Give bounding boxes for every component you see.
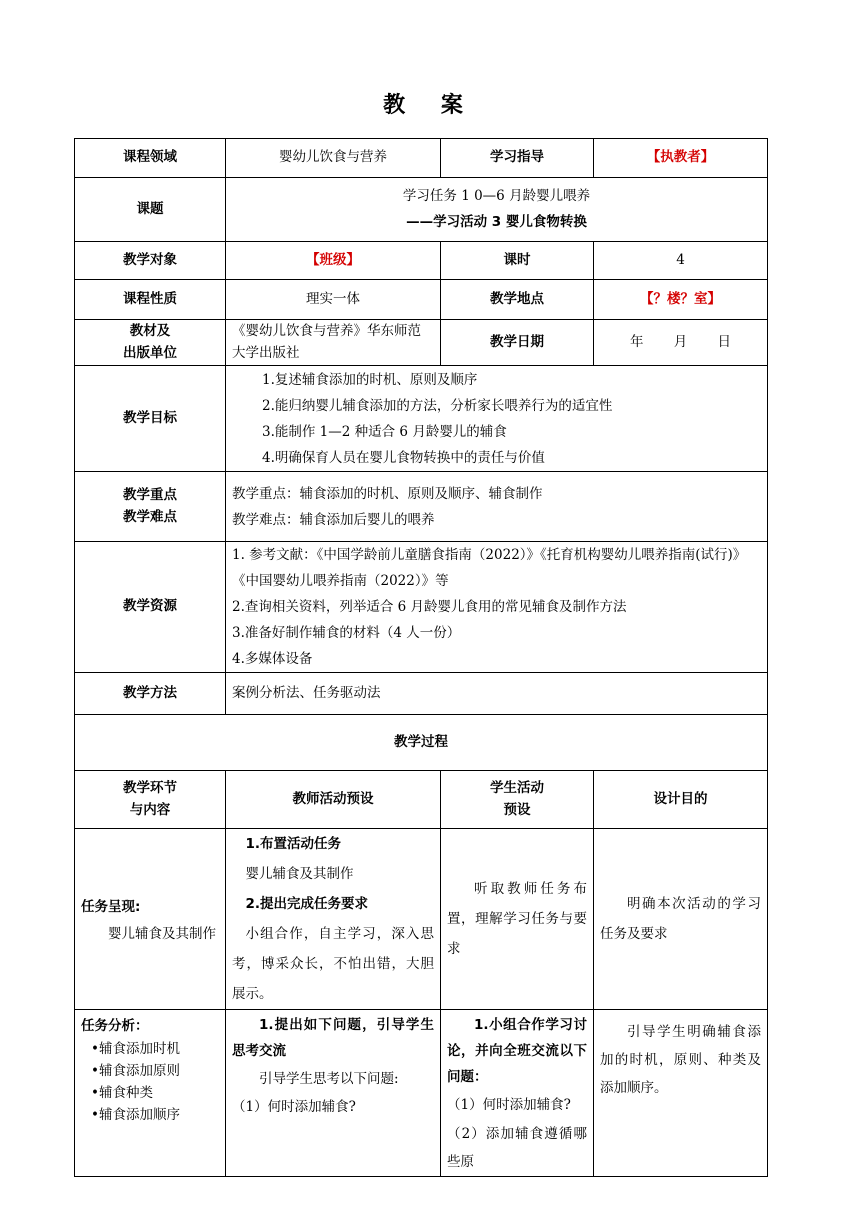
purpose-cell: [594, 829, 768, 1010]
teacher-cell: [226, 1010, 441, 1177]
row-methods: [75, 673, 768, 715]
guide-label: 学习指导: [441, 139, 594, 178]
nature-value: 理实一体: [226, 280, 441, 320]
row-nature: [75, 280, 768, 320]
stage-title: 任务呈现:: [81, 899, 141, 915]
stage-item: •辅食种类: [91, 1085, 153, 1101]
key-point-text: 教学重点：辅食添加的时机、原则及顺序、辅食制作: [232, 485, 543, 502]
stage-cell: [75, 829, 226, 1010]
methods-value: 案例分析法、任务驱动法: [226, 673, 768, 715]
header-student: [441, 771, 594, 829]
row-resources: [75, 542, 768, 673]
resources-label: 教学资源: [75, 542, 226, 673]
stage-title: 任务分析：: [81, 1018, 149, 1034]
teacher-text: （1）何时添加辅食?: [232, 1099, 356, 1115]
row-topic: [75, 178, 768, 242]
teacher-text: 引导学生思考以下问题:: [259, 1071, 399, 1087]
goal-item: 3.能制作 1—2 种适合 6 月龄婴儿的辅食: [262, 423, 507, 440]
row-textbook: [75, 320, 768, 366]
key-points-label: [75, 472, 226, 542]
header-student-line-2: 预设: [503, 801, 531, 818]
place-value: 【？楼？室】: [594, 280, 768, 320]
teacher-text: 婴儿辅食及其制作: [245, 866, 354, 882]
place-label: 教学地点: [441, 280, 594, 320]
resources-list: [226, 542, 768, 673]
student-text: 听取教师任务布置，理解学习任务与要求: [447, 881, 587, 957]
resource-item: 4.多媒体设备: [232, 651, 313, 667]
goal-item: 4.明确保育人员在婴儿食物转换中的责任与价值: [262, 449, 545, 466]
topic-line-1: 学习任务 1 0—6 月龄婴儿喂养: [402, 187, 591, 204]
difficult-label: 教学难点: [123, 508, 177, 525]
header-stage: [75, 771, 226, 829]
student-text: （2）添加辅食遵循哪些原: [447, 1126, 587, 1170]
purpose-cell: [594, 1010, 768, 1177]
date-label: 教学日期: [441, 320, 594, 366]
target-label: 教学对象: [75, 242, 226, 280]
resource-item: 3.准备好制作辅食的材料（4 人一份）: [232, 625, 461, 641]
goal-item: 2.能归纳婴儿辅食添加的方法，分析家长喂养行为的适宜性: [262, 397, 613, 414]
student-cell: [441, 1010, 594, 1177]
stage-item: •辅食添加顺序: [91, 1107, 180, 1123]
date-value: 年 月 日: [594, 320, 768, 366]
row-process-title: [75, 715, 768, 771]
goals-list: [226, 366, 768, 472]
process-title: 教学过程: [75, 715, 768, 771]
row-process-headers: [75, 771, 768, 829]
lesson-plan-table: [74, 138, 768, 1177]
topic-value: [226, 178, 768, 242]
purpose-text: 明确本次活动的学习任务及要求: [600, 896, 761, 942]
student-heading: 1.小组合作学习讨论，并向全班交流以下问题：: [447, 1017, 587, 1085]
guide-value: 【执教者】: [594, 139, 768, 178]
header-purpose: 设计目的: [594, 771, 768, 829]
teacher-cell: [226, 829, 441, 1010]
row-target: [75, 242, 768, 280]
textbook-label: [75, 320, 226, 366]
nature-label: 课程性质: [75, 280, 226, 320]
student-cell: [441, 829, 594, 1010]
header-stage-line-2: 与内容: [129, 801, 171, 818]
student-text: （1）何时添加辅食?: [447, 1097, 571, 1113]
teacher-heading: 1.提出如下问题，引导学生思考交流: [232, 1017, 434, 1059]
methods-label: 教学方法: [75, 673, 226, 715]
topic-line-2: ——学习活动 3 婴儿食物转换: [406, 213, 587, 230]
topic-label: 课题: [75, 178, 226, 242]
textbook-label-line-1: 教材及: [129, 322, 171, 339]
document-title: 教 案: [383, 93, 477, 118]
stage-item: •辅食添加原则: [91, 1063, 180, 1079]
header-teacher: 教师活动预设: [226, 771, 441, 829]
textbook-value: 《婴幼儿饮食与营养》华东师范大学出版社: [226, 320, 441, 366]
resource-item: 2.查询相关资料，列举适合 6 月龄婴儿食用的常见辅食及制作方法: [232, 599, 627, 615]
purpose-text: 引导学生明确辅食添加的时机，原则、种类及添加顺序。: [600, 1024, 761, 1096]
header-student-line-1: 学生活动: [490, 779, 544, 796]
resource-item: 1. 参考文献：《中国学龄前儿童膳食指南（2022）》《托育机构婴幼儿喂养指南(试行)》《中国婴幼儿喂养指南（2022）》等: [232, 547, 747, 589]
goal-item: 1.复述辅食添加的时机、原则及顺序: [262, 371, 478, 388]
textbook-label-line-2: 出版单位: [123, 344, 177, 361]
process-row-task-presentation: [75, 829, 768, 1010]
goals-label: 教学目标: [75, 366, 226, 472]
key-label: 教学重点: [123, 486, 177, 503]
teacher-heading: 2.提出完成任务要求: [245, 896, 369, 912]
stage-cell: [75, 1010, 226, 1177]
hours-value: 4: [594, 242, 768, 280]
stage-item: •辅食添加时机: [91, 1041, 180, 1057]
stage-text: 婴儿辅食及其制作: [108, 926, 216, 942]
process-row-task-analysis: [75, 1010, 768, 1177]
teacher-heading: 1.布置活动任务: [245, 836, 342, 852]
key-points-value: [226, 472, 768, 542]
difficult-point-text: 教学难点：辅食添加后婴儿的喂养: [232, 511, 435, 528]
row-key-points: [75, 472, 768, 542]
row-goals: [75, 366, 768, 472]
header-stage-line-1: 教学环节: [123, 779, 177, 796]
hours-label: 课时: [441, 242, 594, 280]
course-field-label: 课程领域: [75, 139, 226, 178]
row-course-field: [75, 139, 768, 178]
course-field-value: 婴幼儿饮食与营养: [226, 139, 441, 178]
target-value: 【班级】: [226, 242, 441, 280]
teacher-text: 小组合作，自主学习，深入思考，博采众长，不怕出错，大胆展示。: [232, 926, 434, 1002]
